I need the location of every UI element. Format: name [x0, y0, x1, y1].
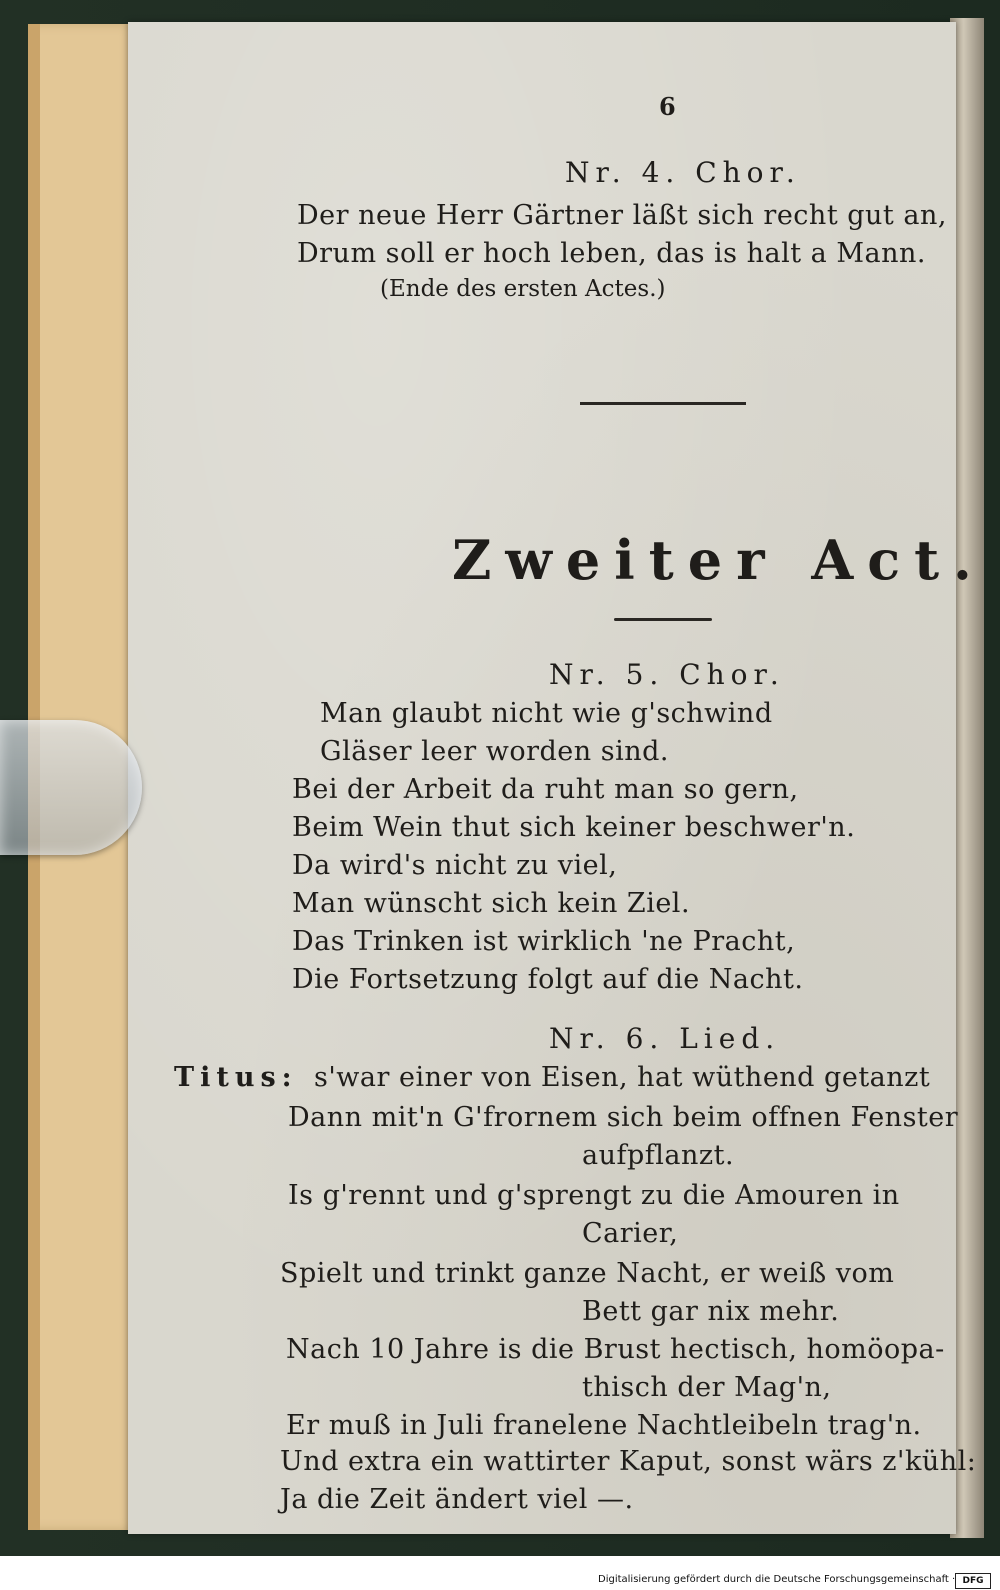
verse-line: Gläser leer worden sind. — [320, 736, 669, 767]
verse-line: Beim Wein thut sich keiner beschwer'n. — [292, 812, 856, 843]
verse-line: Er muß in Juli franelene Nachtleibeln trag'n. — [286, 1410, 922, 1441]
verse-line: thisch der Mag'n, — [582, 1372, 832, 1403]
verse-line: Drum soll er hoch leben, das is halt a Mann. — [297, 238, 926, 269]
verse-line: Ja die Zeit ändert viel —. — [280, 1484, 634, 1515]
stage-note: (Ende des ersten Actes.) — [380, 276, 666, 302]
verse-line: Dann mit'n G'frornem sich beim offnen Fenster — [288, 1102, 959, 1133]
section-heading-nr5: Nr. 5. Chor. — [549, 658, 785, 691]
verse-line: Und extra ein wattirter Kaput, sonst wärs z'kühl: — [280, 1446, 977, 1477]
verse-line: Spielt und trinkt ganze Nacht, er weiß vom — [280, 1258, 895, 1289]
verse-line: Die Fortsetzung folgt auf die Nacht. — [292, 964, 804, 995]
dfg-logo: DFG — [955, 1573, 991, 1589]
verse-line: Is g'rennt und g'sprengt zu die Amouren in — [288, 1180, 900, 1211]
verse-line: Man glaubt nicht wie g'schwind — [320, 698, 773, 729]
section-heading-nr6: Nr. 6. Lied. — [549, 1022, 781, 1055]
verse-line: Da wird's nicht zu viel, — [292, 850, 618, 881]
title-ornament-rule — [614, 618, 712, 621]
section-divider — [580, 402, 746, 405]
verse-line: Der neue Herr Gärtner läßt sich recht gut an, — [297, 200, 947, 231]
verse-line: Bei der Arbeit da ruht man so gern, — [292, 774, 799, 805]
verse-line: s'war einer von Eisen, hat wüthend getanzt — [314, 1062, 931, 1093]
digitization-credit: Digitalisierung gefördert durch die Deutsche Forschungsgemeinschaft · — [598, 1574, 956, 1585]
section-heading-nr4: Nr. 4. Chor. — [565, 156, 801, 189]
verse-line: Man wünscht sich kein Ziel. — [292, 888, 691, 919]
verse-line: Das Trinken ist wirklich 'ne Pracht, — [292, 926, 796, 957]
act-title: Zweiter Act. — [452, 528, 986, 592]
book-page — [128, 22, 986, 1534]
verse-line: aufpflanzt. — [582, 1140, 735, 1171]
page-number: 6 — [659, 92, 676, 121]
verse-line: Nach 10 Jahre is die Brust hectisch, homöopa- — [286, 1334, 945, 1365]
verse-line: Carier, — [582, 1218, 679, 1249]
page-clip — [0, 720, 142, 855]
verse-line: Bett gar nix mehr. — [582, 1296, 840, 1327]
speaker-name: Titus: — [174, 1062, 298, 1093]
